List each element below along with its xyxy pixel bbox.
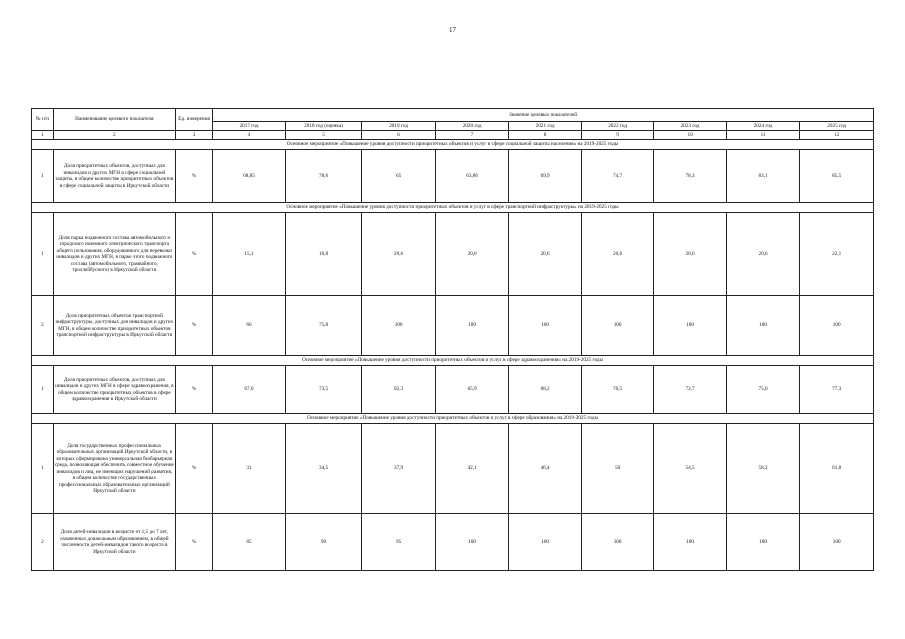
value-cell: 37,9: [362, 424, 436, 514]
section-title: Основное мероприятие «Повышение уровня доступности приоритетных объектов и услуг в сфере здравоохранения» на 2019-2025 годы: [32, 356, 874, 366]
year-header: 2021 год: [509, 122, 581, 131]
value-cell: 100: [581, 296, 653, 356]
value-cell: 31: [213, 424, 285, 514]
value-cell: 100: [726, 296, 800, 356]
value-cell: 100: [654, 514, 726, 571]
column-number: 8: [509, 131, 581, 140]
year-header: 2022 год: [581, 122, 653, 131]
value-cell: 75,0: [726, 366, 800, 414]
value-cell: 58,2: [726, 424, 800, 514]
column-number: 11: [726, 131, 800, 140]
value-cell: 20,6: [362, 213, 436, 296]
column-number: 4: [213, 131, 285, 140]
table-row: [32, 514, 874, 571]
unit-cell: %: [175, 366, 212, 414]
value-cell: 100: [362, 296, 436, 356]
section-row: [32, 356, 874, 366]
header-row: [32, 109, 874, 122]
table-row: [32, 296, 874, 356]
value-cell: 54,5: [654, 424, 726, 514]
value-cell: 100: [800, 514, 874, 571]
column-number: 7: [435, 131, 509, 140]
indicator-name: Доля приоритетных объектов, доступных для инвалидов и других МГН в сфере социальной защиты, в общем количестве приоритетных объектов в сфере социальной защиты в Иркутской области: [53, 150, 175, 203]
year-header: 2024 год: [726, 122, 800, 131]
section-title: Основное мероприятие «Повышение уровня доступности приоритетных объектов и услуг в сфере социальной защиты населения» на 2019-2025 годы: [32, 140, 874, 150]
value-cell: 20,6: [581, 213, 653, 296]
column-number-row: [32, 131, 874, 140]
column-number: 9: [581, 131, 653, 140]
year-header: 2019 год: [362, 122, 436, 131]
year-header: 2023 год: [654, 122, 726, 131]
value-cell: 100: [435, 296, 509, 356]
value-cell: 68,2: [509, 366, 581, 414]
value-cell: 74,7: [581, 150, 653, 203]
header-name: Наименование целевого показателя: [53, 109, 175, 131]
indicator-name: Доля приоритетных объектов, доступных для инвалидов и других МГН в сфере здравоохранения, в общем количестве приоритетных объектов в сфере здравоохранения в Иркутской области: [53, 366, 175, 414]
value-cell: 22,1: [800, 213, 874, 296]
column-number: 1: [32, 131, 54, 140]
year-header: 2020 год: [435, 122, 509, 131]
column-number: 6: [362, 131, 436, 140]
value-cell: 63,86: [435, 150, 509, 203]
value-cell: 20,6: [654, 213, 726, 296]
value-cell: 68,85: [213, 150, 285, 203]
table-row: [32, 424, 874, 514]
header-values: Значение целевых показателей: [213, 109, 874, 122]
table-row: [32, 150, 874, 203]
header-unit: Ед. измерения: [175, 109, 212, 131]
page-number: 17: [449, 26, 456, 34]
target-indicators-table: [31, 108, 874, 571]
value-cell: 65: [362, 150, 436, 203]
indicator-name: Доля парка подвижного состава автомобильного и городского наземного электрического транспорта общего пользования, оборудованного для перевозки инвалидов и других МГН, в парке этого подвижного состава (автомобильного, трамвайного, троллейбусного) в Иркутской области: [53, 213, 175, 296]
value-cell: 90: [285, 514, 362, 571]
value-cell: 42,1: [435, 424, 509, 514]
section-title: Основное мероприятие «Повышение уровня доступности приоритетных объектов и услуг в сфере образования» на 2019-2025 годы: [32, 414, 874, 424]
value-cell: 75,8: [285, 296, 362, 356]
value-cell: 85: [213, 514, 285, 571]
unit-cell: %: [175, 424, 212, 514]
unit-cell: %: [175, 296, 212, 356]
year-header: 2025 год: [800, 122, 874, 131]
indicator-name: Доля детей-инвалидов в возрасте от 1,5 до 7 лет, охваченных дошкольным образованием, в общей численности детей-инвалидов такого возраста в Иркутской области: [53, 514, 175, 571]
value-cell: 15,1: [213, 213, 285, 296]
year-header: 2018 год (оценка): [285, 122, 362, 131]
value-cell: 77,3: [800, 366, 874, 414]
value-cell: 61,8: [800, 424, 874, 514]
year-header: 2017 год: [213, 122, 285, 131]
table-row: [32, 213, 874, 296]
value-cell: 50: [581, 424, 653, 514]
value-cell: 100: [654, 296, 726, 356]
column-number: 5: [285, 131, 362, 140]
header-num: № п/п: [32, 109, 54, 131]
column-number: 12: [800, 131, 874, 140]
indicator-name: Доля государственных профессиональных образовательных организаций Иркутской области, в которых сформирована универсальная безбарьерная среда, позволяющая обеспечить совместное обучение инвалидов и лиц, не имеющих нарушений развития, в общем количестве государственных профессиональных образовательных организаций Иркутской области: [53, 424, 175, 514]
value-cell: 46,4: [509, 424, 581, 514]
value-cell: 100: [509, 514, 581, 571]
row-number: 1: [32, 424, 54, 514]
column-number: 10: [654, 131, 726, 140]
row-number: 2: [32, 296, 54, 356]
value-cell: 67,6: [213, 366, 285, 414]
unit-cell: %: [175, 514, 212, 571]
table-row: [32, 366, 874, 414]
unit-cell: %: [175, 150, 212, 203]
section-row: [32, 414, 874, 424]
value-cell: 20,6: [435, 213, 509, 296]
column-number: 3: [175, 131, 212, 140]
value-cell: 34,5: [285, 424, 362, 514]
indicator-name: Доля приоритетных объектов транспортной инфраструктуры, доступных для инвалидов и других МГН, в общем количестве приоритетных объектов транспортной инфраструктуры в Иркутской области: [53, 296, 175, 356]
value-cell: 69,9: [509, 150, 581, 203]
value-cell: 20,6: [726, 213, 800, 296]
row-number: 1: [32, 213, 54, 296]
section-title: Основное мероприятие «Повышение уровня доступности приоритетных объектов и услуг в сфере транспортной инфраструктуры» на 2019-2025 годы: [32, 203, 874, 213]
value-cell: 70,5: [581, 366, 653, 414]
value-cell: 16,8: [285, 213, 362, 296]
value-cell: 72,7: [654, 366, 726, 414]
row-number: 1: [32, 150, 54, 203]
value-cell: 100: [509, 296, 581, 356]
value-cell: 65,9: [435, 366, 509, 414]
value-cell: 66: [213, 296, 285, 356]
row-number: 2: [32, 514, 54, 571]
value-cell: 100: [435, 514, 509, 571]
value-cell: 78,6: [285, 150, 362, 203]
value-cell: 83,1: [726, 150, 800, 203]
value-cell: 100: [581, 514, 653, 571]
value-cell: 95: [362, 514, 436, 571]
column-number: 2: [53, 131, 175, 140]
value-cell: 82,3: [362, 366, 436, 414]
section-row: [32, 203, 874, 213]
value-cell: 100: [800, 296, 874, 356]
value-cell: 20,6: [509, 213, 581, 296]
value-cell: 85,5: [800, 150, 874, 203]
unit-cell: %: [175, 213, 212, 296]
section-row: [32, 140, 874, 150]
row-number: 1: [32, 366, 54, 414]
value-cell: 78,3: [654, 150, 726, 203]
value-cell: 100: [726, 514, 800, 571]
value-cell: 73,5: [285, 366, 362, 414]
